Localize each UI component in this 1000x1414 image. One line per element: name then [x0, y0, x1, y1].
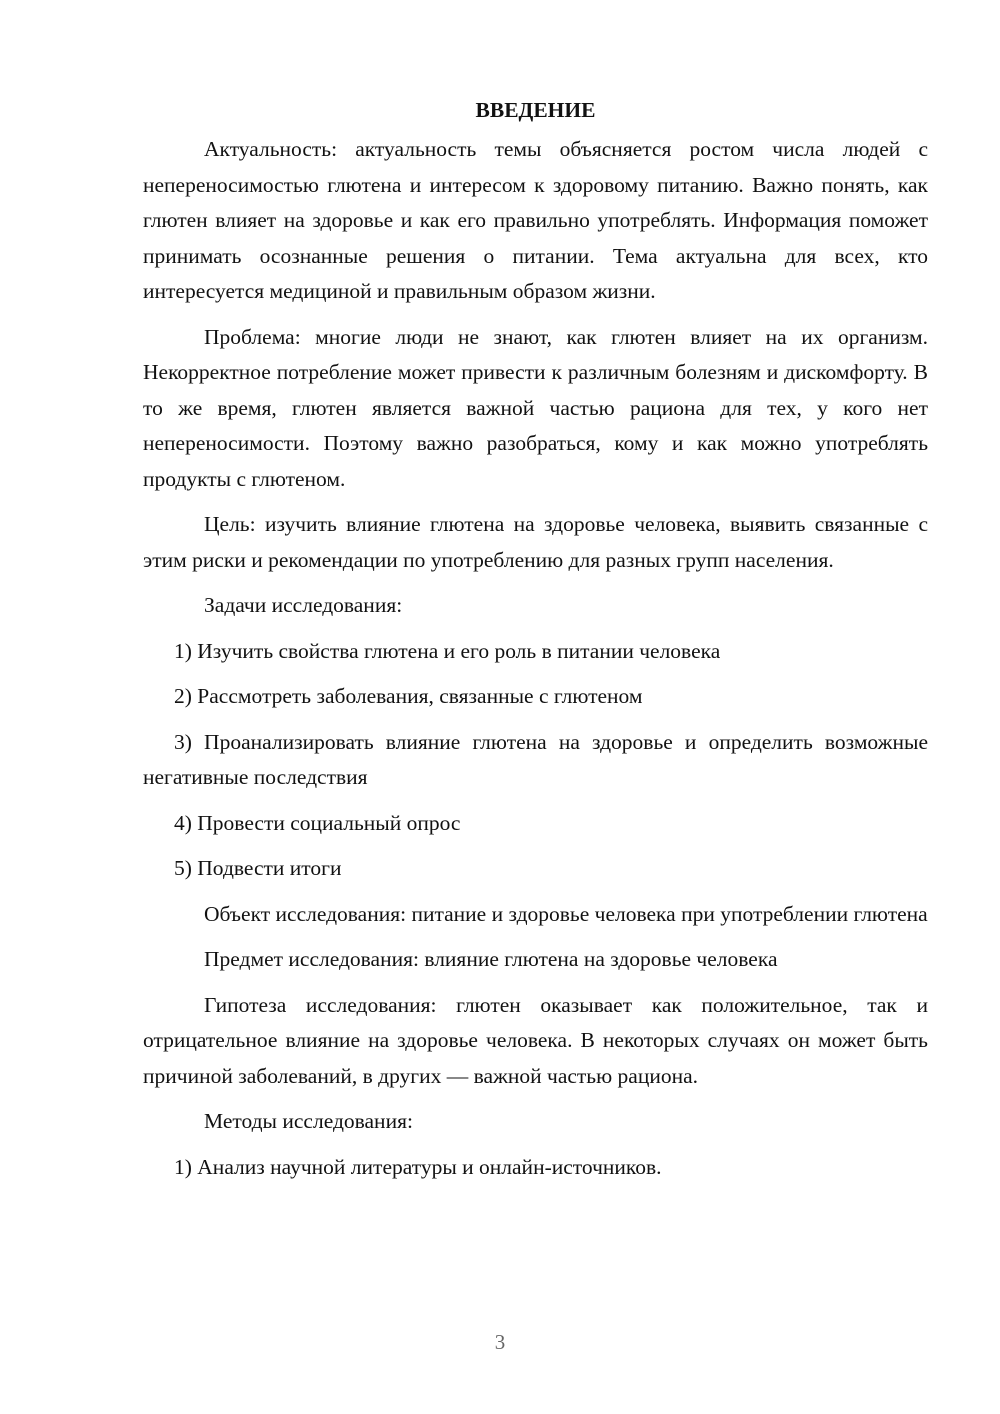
- problem-paragraph: Проблема: многие люди не знают, как глютен влияет на их организм. Некорректное потребление может привести к различным болезням и дискомфорту. В то же время, глютен является важной частью рациона для тех, у кого нет непереносимости. Поэтому важно разобраться, кому и как можно употреблять продукты с глютеном.: [143, 324, 928, 491]
- task-item-5: 5) Подвести итоги: [174, 856, 342, 880]
- tasks-heading: Задачи исследования:: [204, 593, 403, 617]
- subject-paragraph: Предмет исследования: влияние глютена на здоровье человека: [204, 947, 778, 971]
- relevance-paragraph: Актуальность: актуальность темы объясняется ростом числа людей с непереносимостью глютена и интересом к здоровому питанию. Важно понять, как глютен влияет на здоровье и как его правильно употреблять. Информация поможет принимать осознанные решения о питании. Тема актуальна для всех, кто интересуется медициной и правильным образом жизни.: [143, 137, 928, 303]
- hypothesis-paragraph: Гипотеза исследования: глютен оказывает как положительное, так и отрицательное влияние на здоровье человека. В некоторых случаях он может быть причиной заболеваний, в других — важной частью рациона.: [143, 992, 928, 1088]
- methods-heading: Методы исследования:: [204, 1109, 413, 1133]
- section-title: ВВЕДЕНИЕ: [475, 98, 596, 122]
- goal-paragraph: Цель: изучить влияние глютена на здоровье человека, выявить связанные с этим риски и рекомендации по употреблению для разных групп населения.: [143, 512, 928, 572]
- method-item-1: 1) Анализ научной литературы и онлайн-источников.: [174, 1154, 662, 1179]
- task-item-3: 3) Проанализировать влияние глютена на здоровье и определить возможные негативные последствия: [143, 729, 928, 789]
- document-page: [143, 92, 928, 1195]
- task-item-2: 2) Рассмотреть заболевания, связанные с глютеном: [174, 684, 643, 708]
- task-item-4: 4) Провести социальный опрос: [174, 810, 461, 835]
- page-number: 3: [494, 1330, 506, 1354]
- task-item-1: 1) Изучить свойства глютена и его роль в питании человека: [174, 638, 721, 663]
- object-paragraph: Объект исследования: питание и здоровье человека при употреблении глютена: [204, 901, 928, 926]
